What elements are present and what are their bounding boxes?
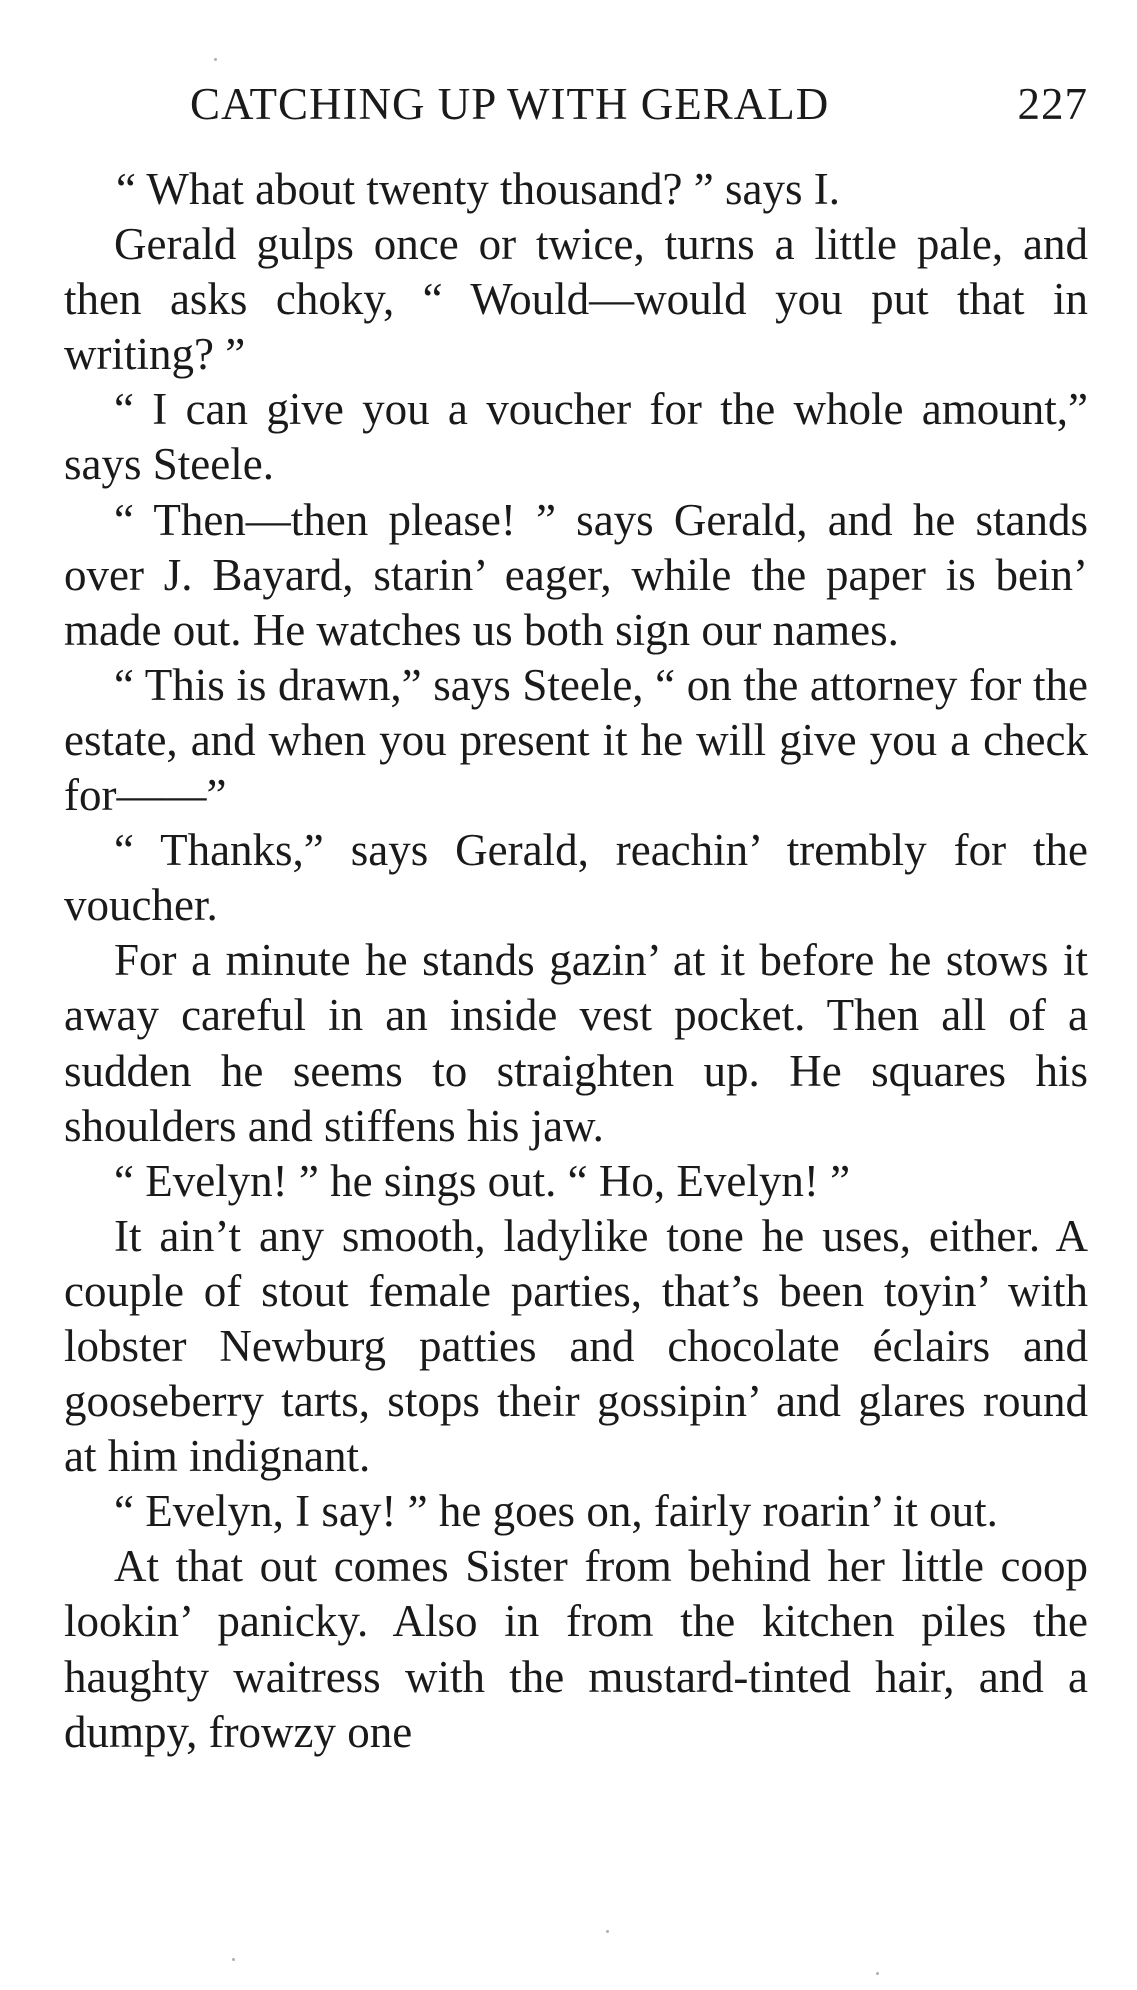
paragraph: For a minute he stands gazin’ at it before he stows it away careful in an inside vest pocket. Then all of a sudden he seems to straighten up. He squares his shoulders and stiffens his jaw.	[64, 935, 1088, 1151]
paragraph: “ This is drawn,” says Steele, “ on the attorney for the estate, and when you present it he will give you a check for——”	[64, 659, 1088, 821]
page-number: 227	[1017, 79, 1088, 129]
paper-speck	[232, 1958, 235, 1961]
paragraph: “ Then—then please! ” says Gerald, and he stands over J. Bayard, starin’ eager, while the paper is bein’ made out. He watches us both sign our names.	[64, 494, 1088, 655]
paper-speck	[876, 1972, 879, 1975]
running-title: CATCHING UP WITH GERALD	[190, 79, 830, 129]
paragraph: “ What about twenty thousand? ” says I.	[116, 164, 840, 214]
running-head	[190, 74, 1088, 134]
paragraph: “ I can give you a voucher for the whole amount,” says Steele.	[64, 384, 1088, 490]
paragraph: Gerald gulps once or twice, turns a little pale, and then asks choky, “ Would—would you put that in writing? ”	[64, 219, 1088, 380]
paragraph: It ain’t any smooth, ladylike tone he uses, either. A couple of stout female parties, that’s been toyin’ with lobster Newburg patties and chocolate éclairs and gooseberry tarts, stops their gossipin’ and glares round at him indignant.	[64, 1210, 1088, 1482]
paragraph: “ Thanks,” says Gerald, reachin’ trembly for the voucher.	[64, 825, 1088, 931]
paper-speck	[606, 1930, 609, 1933]
paper-speck	[214, 58, 217, 61]
paragraph: “ Evelyn, I say! ” he goes on, fairly roarin’ it out.	[114, 1486, 998, 1537]
paragraph: At that out comes Sister from behind her little coop lookin’ panicky. Also in from the kitchen piles the haughty waitress with the mustard-tinted hair, and a dumpy, frowzy one	[64, 1541, 1088, 1757]
body-text	[64, 162, 1088, 1760]
paragraph: “ Evelyn! ” he sings out. “ Ho, Evelyn! ”	[114, 1155, 851, 1206]
